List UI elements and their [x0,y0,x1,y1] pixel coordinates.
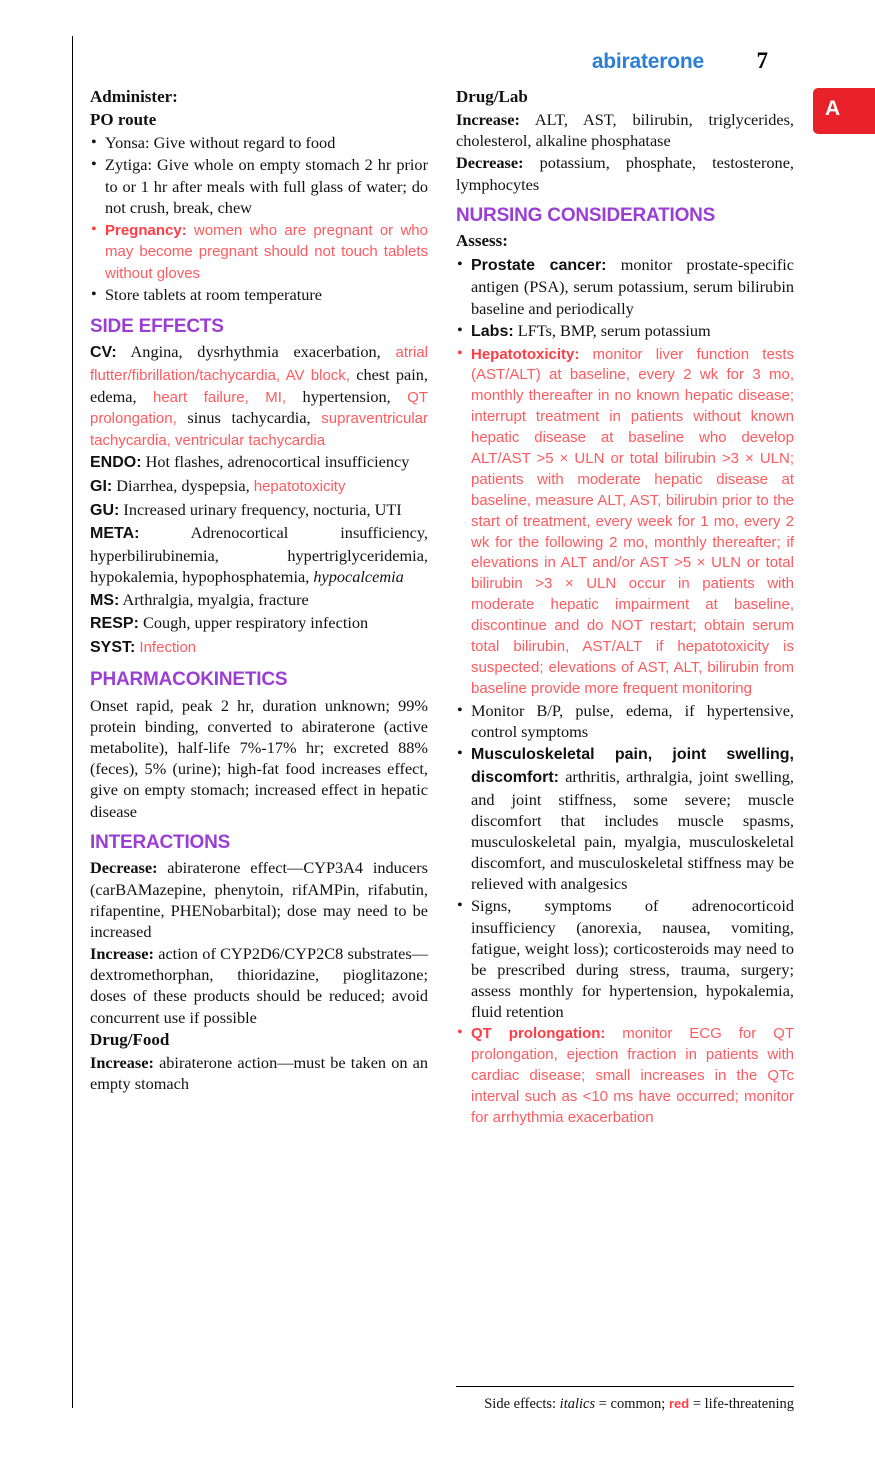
assess-heading: Assess: [456,231,508,251]
store-bullet: Store tablets at room temperature [105,285,323,305]
drug-lab-text: potassium, phosphate, testosterone, lymphocytes [456,153,794,194]
bullet-icon: • [91,154,97,174]
running-head-drug-name: abiraterone [591,50,704,73]
list-item-monitor-bp [456,700,794,742]
assess-text: monitor prostate-specific antigen (PSA), serum potassium, serum bilirubin baseline and periodically [471,254,795,318]
side-effect-cv [90,341,428,450]
pregnancy-label: Pregnancy: [105,221,187,239]
drug-lab-label: Increase: [456,110,520,130]
bullet-icon: • [457,319,463,339]
list-item [90,132,428,153]
left-column [90,86,428,1095]
side-effect-text: hypertension, [302,386,391,406]
interaction-text: action of CYP2D6/CYP2C8 substrates—dextromethorphan, thioridazine, pioglitazone; doses of these products should be reduced; avoid concurrent use if possible [90,944,429,1027]
section-heading-interactions: INTERACTIONS [90,831,231,853]
side-effect-gu [90,499,428,522]
bullet-icon: • [457,699,463,719]
po-route-heading: PO route [90,110,157,130]
side-effect-text: Angina, dysrhythmia exacerbation, [130,342,381,362]
footer-suffix: = life-threatening [692,1396,794,1412]
right-column [456,86,794,1129]
drug-food-heading: Drug/Food [90,1029,170,1049]
side-effect-system-label: MS: [90,591,120,609]
alphabet-thumb-tab [813,88,875,134]
drug-lab-text: ALT, AST, bilirubin, triglycerides, cholesterol, alkaline phosphatase [456,110,794,151]
interaction-label: Decrease: [90,858,158,878]
footer-rule [456,1386,794,1387]
drug-lab-label: Decrease: [456,153,524,173]
list-item-qt-prolongation [456,1023,794,1127]
side-effect-system-label: SYST: [90,639,136,657]
section-heading-pharmacokinetics: PHARMACOKINETICS [90,668,288,690]
side-effect-red-text: atrial flutter/fibrillation/tachycardia, AV block, [90,344,428,385]
assess-label: Musculoskeletal pain, joint swelling, discomfort: [471,745,794,786]
side-effect-red-text: heart failure, MI, [153,388,287,406]
side-effect-text: Arthralgia, myalgia, fracture [122,589,309,609]
side-effect-system-label: META: [90,525,140,543]
interaction-text: abiraterone effect—CYP3A4 inducers (carBAMazepine, phenytoin, rifAMPin, rifabutin, rifapentine, PHENobarbital); dose may need to be increased [90,858,428,941]
page-footer-legend [456,1396,794,1413]
drug-food-entry [90,1052,428,1094]
drug-lab-heading: Drug/Lab [456,87,528,106]
drug-lab-decrease [456,152,794,194]
administer-bullet-zytiga: Zytiga: Give whole on empty stomach 2 hr prior to or 1 hr after meals with full glass of water; do not crush, break, chew [105,155,428,217]
side-effect-system-label: CV: [90,344,117,362]
bullet-icon: • [91,132,97,152]
side-effect-meta [90,522,428,587]
assess-text: monitor liver function tests (AST/ALT) at baseline, every 2 wk for 3 mo, monthly thereafter in no known hepatic disease; interrupt treatment in patients without known hepatic disease at baseline who develop ALT/AST >5 × ULN or total bilirubin >3 × ULN; patients with moderate hepatic disease at baseline, measure ALT, AST, bilirubin prior to the start of treatment, every week for 1 mo, every 2 wk for the following 2 mo, monthly thereafter; if elevations in ALT and/or AST >5 × ULN or total bilirubin >3 × ULN occur in patients with moderate hepatic impairment at baseline, discontinue and do NOT restart; obtain serum total bilirubin, AST/ALT if hepatotoxicity is suspected; elevations of AST, ALT, bilirubin from baseline provide more frequent monitoring [471,345,794,697]
footer-red-word: red [668,1396,690,1411]
administer-bullet-yonsa: Yonsa: Give without regard to food [105,133,336,153]
list-item [90,154,428,218]
list-item-labs [456,320,794,343]
side-effect-text: Cough, upper respiratory infection [142,613,369,633]
bullet-icon: • [91,218,97,238]
side-effect-text: Diarrhea, dyspepsia, [116,475,250,495]
side-effect-system-label: GI: [90,477,113,495]
side-effect-text: Hot flashes, adrenocortical insufficiency [145,452,410,472]
thumb-tab-letter: A [825,97,841,120]
side-effect-red-text: hepatotoxicity [253,477,346,495]
side-effect-syst [90,636,428,659]
interaction-increase [90,943,428,1028]
list-item-adrenocorticoid-insufficiency [456,895,794,1022]
bullet-icon: • [457,895,463,915]
list-item-musculoskeletal-pain [456,743,794,894]
drug-lab-increase [456,109,794,151]
list-item [90,284,428,305]
assess-text: monitor ECG for QT prolongation, ejection fraction in patients with cardiac disease; small increases in the QTc interval such as <10 ms have occurred; monitor for arrhythmia exacerbation [471,1025,795,1127]
assess-label: QT prolongation: [471,1025,606,1043]
page-number: 7 [756,48,768,73]
side-effect-endo [90,451,428,474]
page-header [90,50,796,84]
side-effect-text: chest pain, edema, [90,365,428,406]
side-effect-system-label: RESP: [90,615,139,633]
drug-food-label: Increase: [90,1052,154,1072]
drug-food-text: abiraterone action—must be taken on an empty stomach [90,1052,428,1093]
bullet-icon: • [457,742,463,762]
side-effect-ms [90,589,428,612]
administer-heading: Administer: [90,87,178,106]
assess-text: arthritis, arthralgia, joint swelling, and joint stiffness, some severe; muscle discomfort that includes muscle spasms, musculoskeletal pain, myalgia, musculoskeletal discomfort, and musculoskeletal stiffness may be relieved with analgesics [471,766,794,894]
side-effect-gi [90,475,428,498]
bullet-icon: • [457,1022,463,1042]
bullet-icon: • [91,284,97,304]
side-effect-red-text: supraventricular tachycardia, ventricular tachycardia [90,410,428,449]
side-effect-system-label: ENDO: [90,454,142,472]
footer-italics-word: italics [559,1396,596,1412]
assess-label: Prostate cancer: [471,256,607,274]
side-effect-red-text: QT prolongation, [90,388,428,428]
pharmacokinetics-text: Onset rapid, peak 2 hr, duration unknown; 99% protein binding, converted to abiraterone (active metabolite), half-life 7%-17% hr; excreted 88% (feces), 5% (urine); high-fat food increases effect, give on empty stomach; increased effect in hepatic disease [90,695,428,821]
side-effect-system-label: GU: [90,501,120,519]
assess-label: Hepatotoxicity: [471,345,580,363]
list-item-pregnancy-warning [90,219,428,284]
section-heading-side-effects: SIDE EFFECTS [90,315,224,337]
side-effect-red-text: Infection [139,639,197,657]
footer-prefix: Side effects: [484,1396,557,1412]
assess-label: Labs: [471,322,514,340]
assess-text: Monitor B/P, pulse, edema, if hypertensive, control symptoms [471,700,794,741]
assess-text: LFTs, BMP, serum potassium [517,320,711,340]
page-left-rule [72,36,73,1408]
section-heading-nursing-considerations: NURSING CONSIDERATIONS [456,204,716,226]
side-effect-text: sinus tachycardia, [187,408,311,428]
interaction-decrease [90,857,428,942]
side-effect-text: Increased urinary frequency, nocturia, UTI [123,499,402,519]
list-item-prostate-cancer [456,254,794,319]
bullet-icon: • [457,342,463,362]
pregnancy-text: women who are pregnant or who may become pregnant should not touch tablets without gloves [105,221,428,282]
bullet-icon: • [457,253,463,273]
assess-text: Signs, symptoms of adrenocorticoid insufficiency (anorexia, nausea, vomiting, fatigue, weight loss); corticosteroids may need to be prescribed during stress, trauma, surgery; assess monthly for hypertension, hypokalemia, fluid retention [471,896,794,1022]
list-item-hepatotoxicity [456,344,794,699]
side-effect-resp [90,612,428,635]
footer-equals-common: = common; [598,1396,666,1412]
side-effect-text: Adrenocortical insufficiency, hyperbilirubinemia, hypertriglyceridemia, hypokalemia, hypophosphatemia, [90,523,428,587]
side-effect-italic-text: hypocalcemia [313,567,404,587]
interaction-label: Increase: [90,944,154,964]
